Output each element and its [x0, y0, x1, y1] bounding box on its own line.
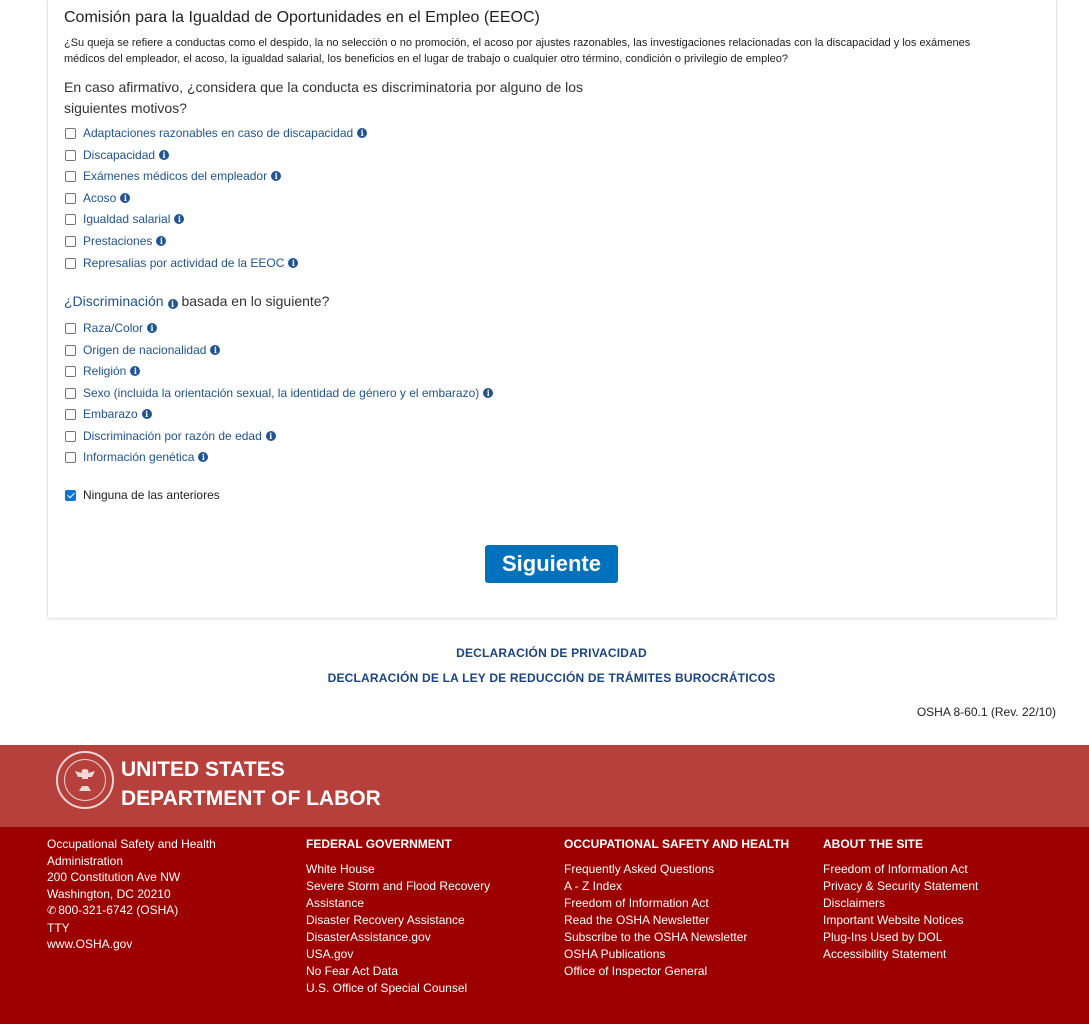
option-sex[interactable] [64, 385, 493, 401]
option-pregnancy[interactable] [64, 406, 152, 422]
contact-address [47, 836, 247, 953]
discrimination-prompt [64, 293, 329, 309]
org-name: Occupational Safety and Health Administration [47, 837, 216, 868]
option-label[interactable]: Información genética [83, 450, 195, 464]
privacy-link[interactable]: DECLARACIÓN DE PRIVACIDAD [456, 646, 647, 660]
option-religion[interactable] [64, 363, 140, 379]
footer-link[interactable]: Accessibility Statement [823, 947, 947, 961]
footer-link[interactable]: Severe Storm and Flood Recovery Assistance [306, 879, 491, 910]
info-icon[interactable]: i [198, 452, 208, 462]
eagle-icon [72, 766, 98, 794]
footer-link[interactable]: Freedom of Information Act [823, 862, 968, 876]
checkbox-checked[interactable] [65, 490, 76, 501]
footer-link[interactable]: OSHA Publications [564, 947, 666, 961]
footer-link[interactable]: Frequently Asked Questions [564, 862, 715, 876]
grounds-prompt: En caso afirmativo, ¿considera que la conducta es discriminatoria por alguno de los siguientes motivos? [64, 79, 584, 116]
checkbox[interactable] [65, 323, 76, 334]
info-icon[interactable]: i [288, 258, 298, 268]
option-national-origin[interactable] [64, 342, 220, 358]
checkbox[interactable] [65, 409, 76, 420]
footer-federal [306, 836, 526, 997]
checkbox[interactable] [65, 345, 76, 356]
footer-link[interactable]: Plug-Ins Used by DOL [823, 930, 943, 944]
footer-link[interactable]: No Fear Act Data [306, 964, 399, 978]
option-label[interactable]: Represalias por actividad de la EEOC [83, 256, 285, 270]
street: 200 Constitution Ave NW [47, 870, 181, 884]
option-label[interactable]: Discriminación por razón de edad [83, 429, 262, 443]
osha-web-link[interactable]: www.OSHA.gov [47, 937, 133, 951]
footer-link[interactable]: Freedom of Information Act [564, 896, 709, 910]
dol-wordmark[interactable] [121, 755, 381, 813]
checkbox[interactable] [65, 452, 76, 463]
section-title: Comisión para la Igualdad de Oportunidades en el Empleo (EEOC) [64, 9, 540, 26]
option-label[interactable]: Ninguna de las anteriores [83, 488, 220, 502]
footer-link[interactable]: Disclaimers [823, 896, 886, 910]
dol-line1[interactable]: UNITED STATES [121, 758, 285, 781]
checkbox[interactable] [65, 431, 76, 442]
footer-heading: OCCUPATIONAL SAFETY AND HEALTH [564, 837, 790, 851]
info-icon[interactable]: i [147, 323, 157, 333]
info-icon[interactable]: i [159, 150, 169, 160]
tty-link[interactable]: TTY [47, 920, 70, 935]
phone-row[interactable] [47, 902, 247, 920]
option-equal-pay[interactable] [64, 211, 184, 227]
footer-link[interactable]: USA.gov [306, 947, 354, 961]
discrimination-link[interactable]: ¿Discriminación [64, 293, 164, 309]
option-label[interactable]: Origen de nacionalidad [83, 343, 207, 357]
checkbox[interactable] [65, 193, 76, 204]
checkbox[interactable] [65, 214, 76, 225]
info-icon[interactable]: i [174, 214, 184, 224]
option-label[interactable]: Religión [83, 364, 127, 378]
option-genetic-info[interactable] [64, 449, 208, 465]
info-icon[interactable]: i [130, 366, 140, 376]
checkbox[interactable] [65, 388, 76, 399]
footer-link[interactable]: White House [306, 862, 375, 876]
option-medical-exams[interactable] [64, 168, 281, 184]
checkbox[interactable] [65, 128, 76, 139]
discrimination-prompt-text: basada en lo siguiente? [177, 293, 330, 309]
option-label[interactable]: Discapacidad [83, 148, 156, 162]
footer-link[interactable]: Read the OSHA Newsletter [564, 913, 710, 927]
option-race-color[interactable] [64, 320, 157, 336]
site-footer [0, 827, 1089, 1024]
form-number: OSHA 8-60.1 (Rev. 22/10) [916, 705, 1056, 719]
phone-number[interactable]: 800-321-6742 (OSHA) [58, 903, 179, 917]
dol-line2[interactable]: DEPARTMENT OF LABOR [121, 787, 381, 810]
footer-link[interactable]: DisasterAssistance.gov [306, 930, 431, 944]
option-retaliation[interactable] [64, 255, 298, 271]
info-icon[interactable]: i [156, 236, 166, 246]
option-none[interactable] [64, 487, 220, 503]
footer-link[interactable]: U.S. Office of Special Counsel [306, 981, 468, 995]
checkbox[interactable] [65, 236, 76, 247]
footer-link[interactable]: Office of Inspector General [564, 964, 708, 978]
checkbox[interactable] [65, 366, 76, 377]
option-label[interactable]: Raza/Color [83, 321, 144, 335]
footer-about [823, 836, 1063, 963]
option-label[interactable]: Igualdad salarial [83, 212, 171, 226]
option-age[interactable] [64, 428, 276, 444]
paperwork-act-link[interactable]: DECLARACIÓN DE LA LEY DE REDUCCIÓN DE TRÁMITES BUROCRÁTICOS [327, 671, 776, 685]
info-icon[interactable]: i [266, 431, 276, 441]
footer-link[interactable]: Subscribe to the OSHA Newsletter [564, 930, 748, 944]
option-disability[interactable] [64, 147, 169, 163]
info-icon[interactable]: i [142, 409, 152, 419]
checkbox[interactable] [65, 258, 76, 269]
info-icon[interactable]: i [210, 345, 220, 355]
checkbox[interactable] [65, 171, 76, 182]
option-reasonable-accommodation[interactable] [64, 125, 367, 141]
footer-link[interactable]: Privacy & Security Statement [823, 879, 979, 893]
option-label[interactable]: Acoso [83, 191, 117, 205]
option-harassment[interactable] [64, 190, 130, 206]
footer-osh [564, 836, 804, 980]
option-label[interactable]: Exámenes médicos del empleador [83, 169, 268, 183]
info-icon[interactable]: i [271, 171, 281, 181]
footer-heading: FEDERAL GOVERNMENT [306, 837, 452, 851]
footer-link[interactable]: A - Z Index [564, 879, 623, 893]
phone-icon: ✆ [47, 905, 57, 917]
info-icon[interactable]: i [357, 128, 367, 138]
info-icon[interactable]: i [483, 388, 493, 398]
info-icon[interactable]: i [120, 193, 130, 203]
footer-heading: ABOUT THE SITE [823, 837, 924, 851]
checkbox[interactable] [65, 150, 76, 161]
city: Washington, DC 20210 [47, 886, 171, 901]
option-label[interactable]: Prestaciones [83, 234, 153, 248]
footer-link[interactable]: Important Website Notices [823, 913, 964, 927]
info-icon[interactable]: i [168, 299, 178, 309]
option-label[interactable]: Sexo (incluida la orientación sexual, la identidad de género y el embarazo) [83, 386, 480, 400]
footer-link[interactable]: Disaster Recovery Assistance [306, 913, 465, 927]
option-label[interactable]: Embarazo [83, 407, 138, 421]
dol-seal-icon[interactable] [56, 751, 114, 809]
option-label[interactable]: Adaptaciones razonables en caso de discapacidad [83, 126, 354, 140]
eeoc-question: ¿Su queja se refiere a conductas como el despido, la no selección o no promoción, el acoso por ajustes razonables, las investigaciones relacionadas con la discapacidad y los exámenes médicos del empleador, el acoso, la igualdad salarial, los beneficios en el lugar de trabajo o cualquier otro término, condición o privilegio de empleo? [64, 37, 971, 65]
option-benefits[interactable] [64, 233, 166, 249]
next-button[interactable]: Siguiente [485, 545, 618, 583]
